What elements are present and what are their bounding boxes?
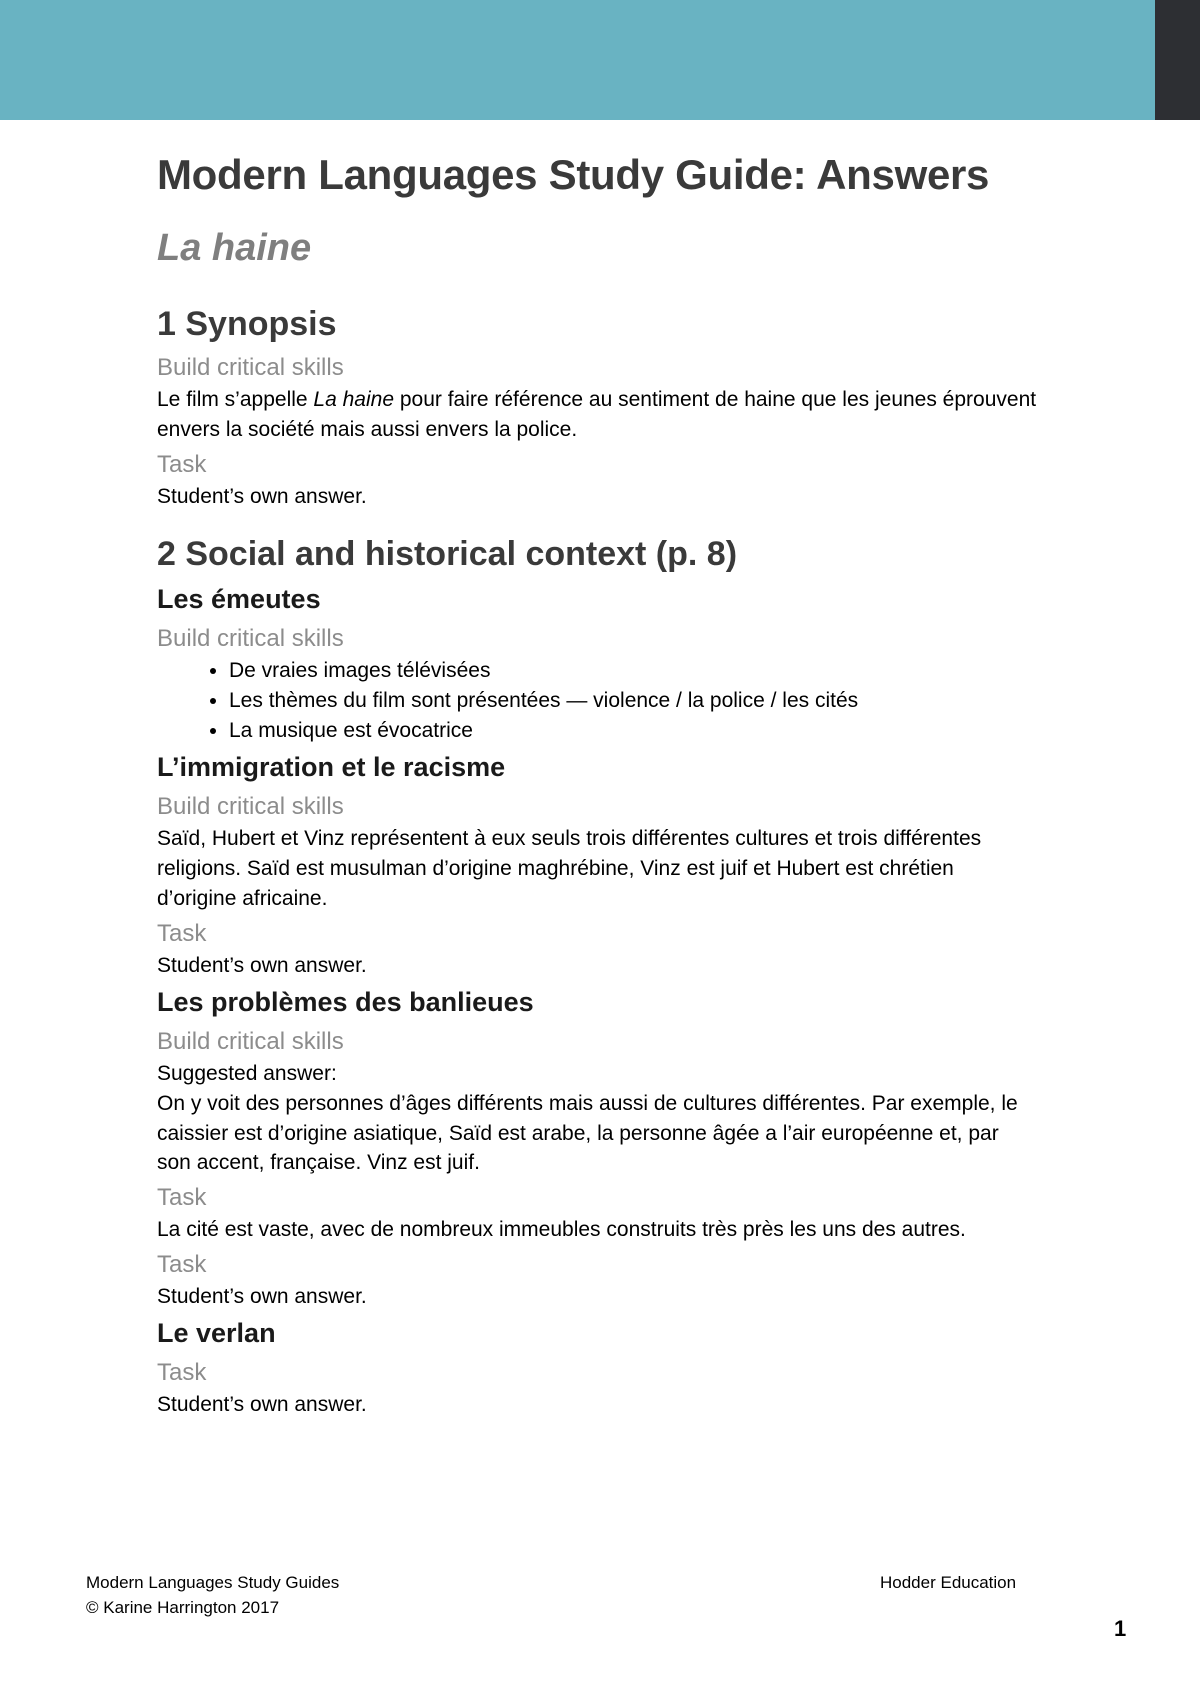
task-label: Task: [157, 919, 207, 947]
film-title: La haine: [157, 227, 312, 270]
footer-left: [86, 1571, 339, 1620]
banlieues-answer: On y voit des personnes d’âges différents mais aussi de cultures différentes. Par exemple, le caissier est d’origine asiatique, Saïd est arabe, la personne âgée a l’air européenne et, par son accent, française. Vinz est juif.: [157, 1091, 1018, 1175]
immigration-answer: Saïd, Hubert et Vinz représentent à eux seuls trois différentes cultures et trois différentes religions. Saïd est musulman d’origine maghrébine, Vinz est juif et Hubert est chrétien d’origine africaine.: [157, 827, 982, 910]
page-number: 1: [1114, 1616, 1127, 1641]
header-banner-accent: [1155, 0, 1200, 120]
section-heading-synopsis: 1 Synopsis: [157, 304, 337, 343]
task-answer: Student’s own answer.: [157, 1393, 367, 1417]
suggested-answer-label: Suggested answer:: [157, 1061, 337, 1085]
subheading-emeutes: Les émeutes: [157, 584, 321, 615]
list-item: • La musique est évocatrice: [229, 716, 1037, 746]
task-answer: Student’s own answer.: [157, 485, 367, 509]
page-title: Modern Languages Study Guide: Answers: [157, 151, 990, 198]
subheading-immigration: L’immigration et le racisme: [157, 751, 506, 782]
task-label: Task: [157, 1184, 207, 1212]
list-item: • De vraies images télévisées: [229, 656, 1037, 686]
footer-copyright: © Karine Harrington 2017: [86, 1597, 280, 1617]
task-answer: La cité est vaste, avec de nombreux immeubles construits très près les uns des autres.: [157, 1218, 966, 1242]
task-answer: Student’s own answer.: [157, 1285, 367, 1309]
build-critical-skills-label: Build critical skills: [157, 792, 344, 820]
header-banner: [0, 0, 1155, 120]
task-label: Task: [157, 1359, 207, 1387]
document-body: [157, 150, 1037, 1424]
build-critical-skills-label: Build critical skills: [157, 354, 344, 382]
film-title-inline: La haine: [313, 388, 394, 412]
build-critical-skills-label: Build critical skills: [157, 625, 344, 653]
footer-series: Modern Languages Study Guides: [86, 1573, 340, 1592]
synopsis-answer: Le film s’appelle La haine pour faire référence au sentiment de haine que les jeunes éprouvent envers la société mais aussi envers la police.: [157, 388, 1037, 442]
emeutes-bullet-list: [157, 656, 1037, 745]
build-critical-skills-label: Build critical skills: [157, 1027, 344, 1055]
subheading-verlan: Le verlan: [157, 1318, 276, 1349]
subheading-banlieues: Les problèmes des banlieues: [157, 986, 534, 1017]
section-heading-context: 2 Social and historical context (p. 8): [157, 534, 738, 573]
footer-publisher: Hodder Education: [880, 1573, 1017, 1592]
task-label: Task: [157, 450, 207, 478]
task-label: Task: [157, 1251, 207, 1279]
task-answer: Student’s own answer.: [157, 953, 367, 977]
list-item: • Les thèmes du film sont présentées — violence / la police / les cités: [229, 686, 1037, 716]
